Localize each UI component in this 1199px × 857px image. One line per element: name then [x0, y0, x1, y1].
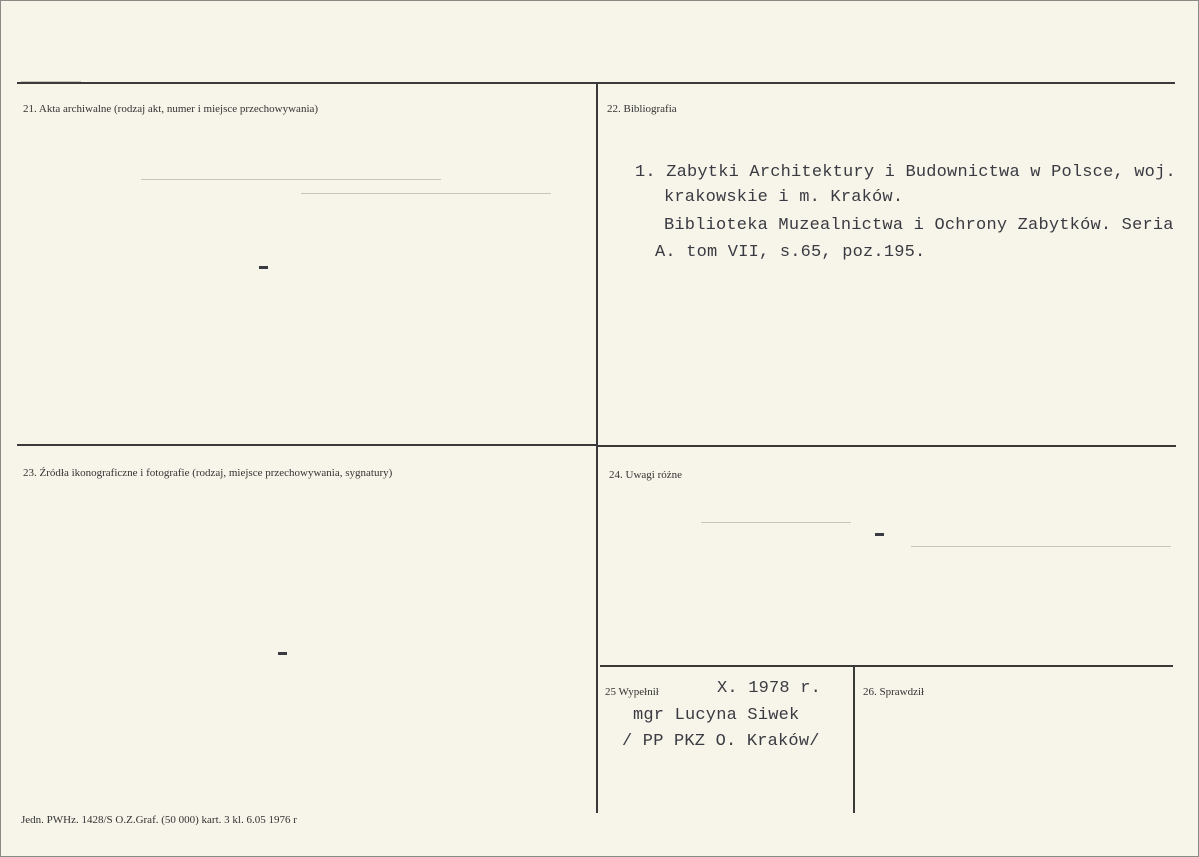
paper-speck	[141, 179, 441, 180]
bibliography-line: A. tom VII, s.65, poz.195.	[655, 243, 926, 262]
print-footer: Jedn. PWHz. 1428/S O.Z.Graf. (50 000) kart. 3 kl. 6.05 1976 r	[21, 814, 297, 826]
remarks-empty-dash	[875, 533, 884, 536]
archival-records-empty-dash	[259, 266, 268, 269]
paper-speck	[301, 193, 551, 194]
iconographic-sources-label: 23. Źródła ikonograficzne i fotografie (rodzaj, miejsce przechowywania, sygnatury)	[23, 467, 393, 479]
left-middle-rule	[17, 444, 597, 446]
signature-divider	[853, 666, 855, 813]
archival-records-label: 21. Akta archiwalne (rodzaj akt, numer i miejsce przechowywania)	[23, 103, 319, 115]
filled-by-name: mgr Lucyna Siwek	[633, 706, 800, 725]
bibliography-line: Biblioteka Muzealnictwa i Ochrony Zabytków. Seria	[664, 216, 1174, 235]
filled-by-label: 25 Wypełnił	[605, 686, 659, 698]
bibliography-line: 1. Zabytki Architektury i Budownictwa w Polsce, woj.	[635, 163, 1176, 182]
iconographic-sources-empty-dash	[278, 652, 287, 655]
lower-right-rule	[600, 665, 1173, 667]
filled-by-institution: / PP PKZ O. Kraków/	[622, 732, 820, 751]
paper-speck	[911, 546, 1171, 547]
paper-speck	[701, 522, 851, 523]
filled-by-date: X. 1978 r.	[717, 679, 822, 698]
remarks-label: 24. Uwagi różne	[609, 469, 683, 481]
right-middle-rule	[598, 445, 1176, 447]
center-divider	[596, 83, 598, 813]
bibliography-label: 22. Bibliografia	[607, 103, 677, 115]
bibliography-line: krakowskie i m. Kraków.	[664, 188, 904, 207]
checked-by-label: 26. Sprawdził	[863, 686, 925, 698]
